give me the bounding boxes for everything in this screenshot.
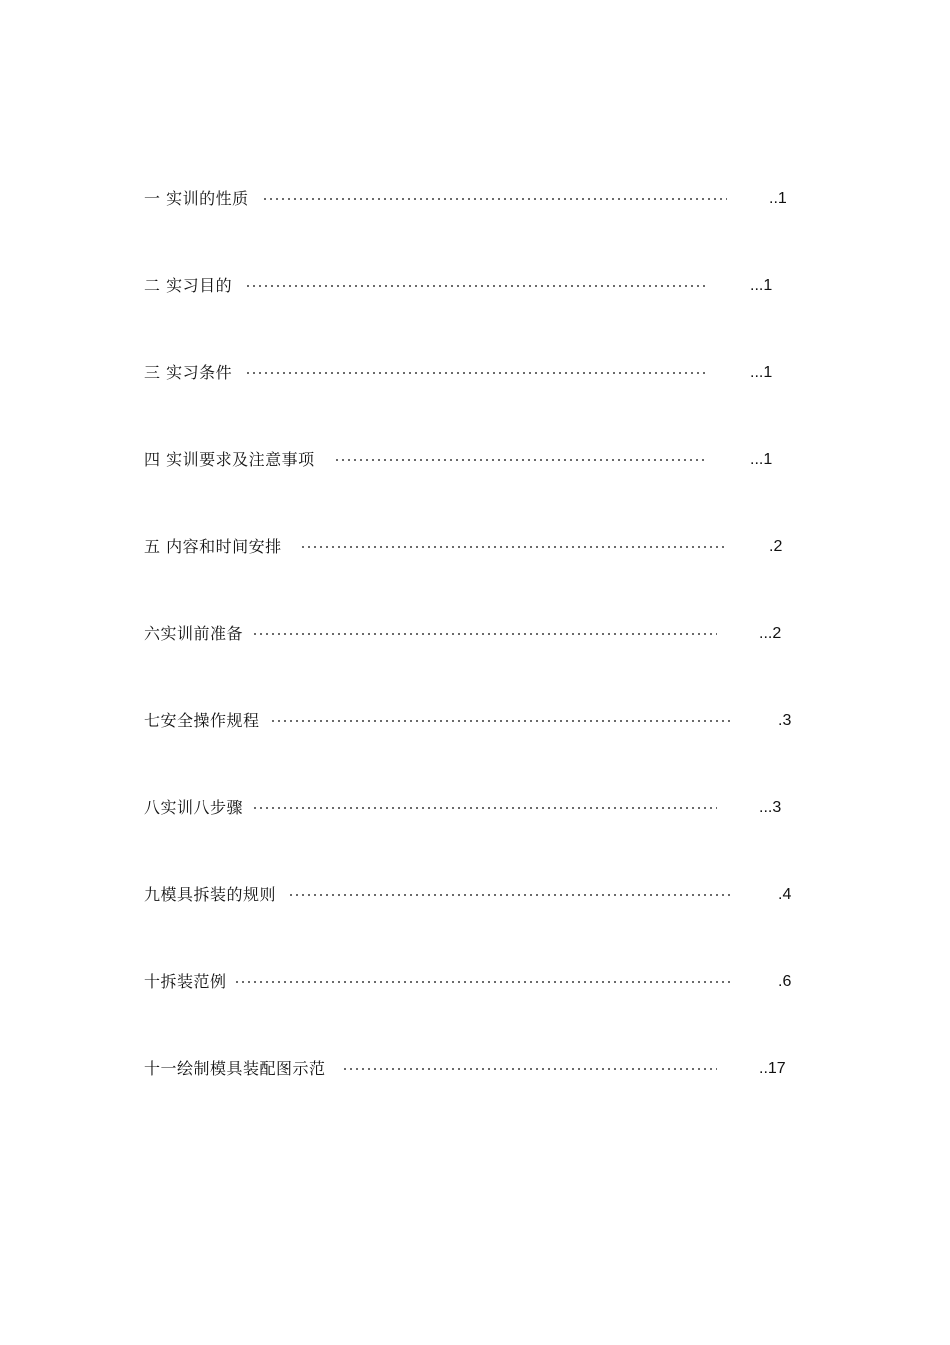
toc-leader-dots	[252, 631, 717, 637]
toc-entry-title: 十拆装范例	[144, 972, 227, 991]
toc-entry-page: .4	[778, 886, 792, 903]
toc-entry-title: 四 实训要求及注意事项	[144, 450, 315, 469]
toc-entry-title: 八实训八步骤	[144, 798, 244, 817]
toc-leader-dots	[288, 892, 734, 898]
toc-entry-page: ...3	[759, 799, 782, 816]
toc-leader-dots	[334, 457, 708, 463]
toc-entry-page: ...2	[759, 625, 782, 642]
toc-entry-title: 五 内容和时间安排	[144, 537, 282, 556]
toc-entry-title: 一 实训的性质	[144, 189, 249, 208]
toc-entry-title: 二 实习目的	[144, 276, 233, 295]
toc-entry-page: ..17	[759, 1060, 786, 1077]
toc-entry-page: .2	[769, 538, 783, 555]
toc-leader-dots	[342, 1066, 717, 1072]
toc-entry-page: ...1	[750, 364, 773, 381]
toc-leader-dots	[262, 196, 727, 202]
toc-entry-page: .6	[778, 973, 792, 990]
toc-entry-title: 九模具拆装的规则	[144, 885, 277, 904]
toc-leader-dots	[245, 370, 708, 376]
toc-entry-title: 十一绘制模具装配图示范	[144, 1059, 326, 1078]
toc-leader-dots	[300, 544, 727, 550]
toc-entry-page: ...1	[750, 277, 773, 294]
toc-entry-page: .3	[778, 712, 792, 729]
toc-leader-dots	[270, 718, 734, 724]
toc-leader-dots	[245, 283, 708, 289]
toc-entry-page: ..1	[769, 190, 787, 207]
toc-leader-dots	[234, 979, 734, 985]
toc-leader-dots	[252, 805, 717, 811]
toc-entry-title: 七安全操作规程	[144, 711, 260, 730]
toc-entry-page: ...1	[750, 451, 773, 468]
toc-entry-title: 三 实习条件	[144, 363, 233, 382]
toc-entry-title: 六实训前准备	[144, 624, 244, 643]
